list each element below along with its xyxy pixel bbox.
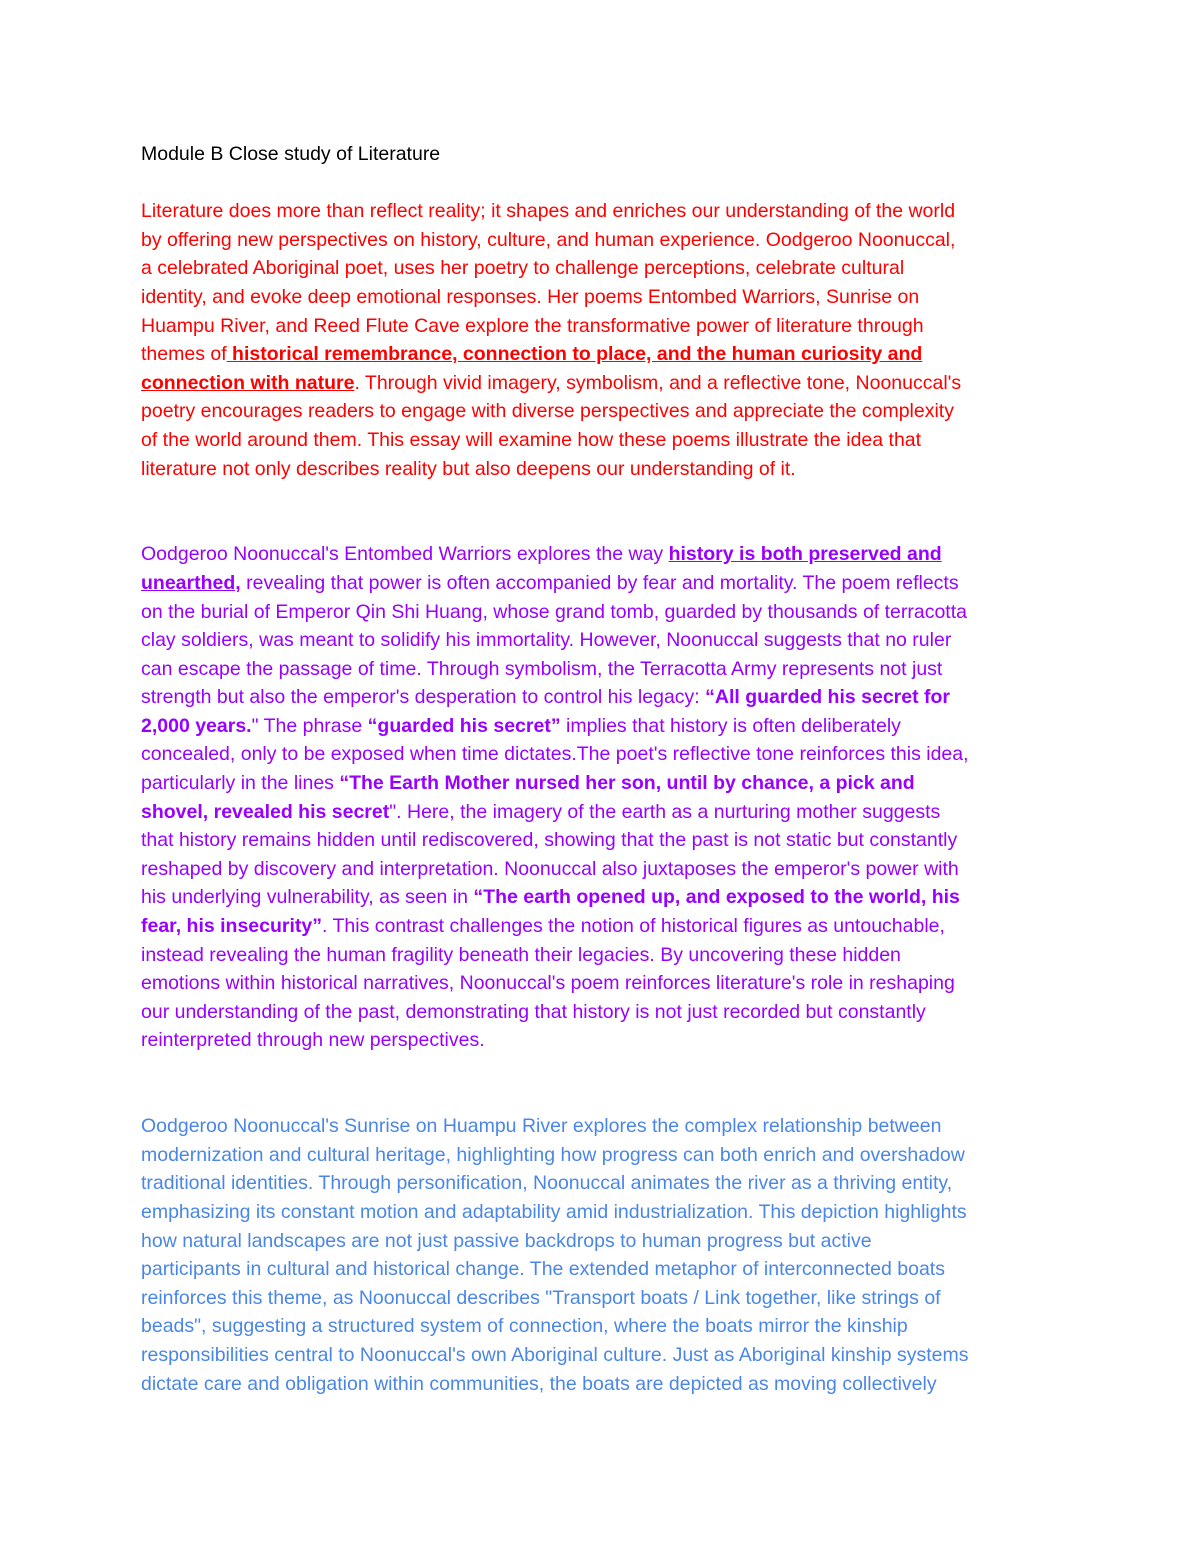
- text-line: traditional identities. Through personification, Noonuccal animates the river as a thriving entity,: [141, 1172, 953, 1195]
- intro-paragraph: [141, 197, 1066, 483]
- document-title: Module B Close study of Literature: [141, 143, 441, 165]
- quote-emphasis: 2,000 years.: [141, 714, 252, 737]
- text-line: reinterpreted through new perspectives.: [141, 1029, 485, 1052]
- text-line: reinforces this theme, as Noonuccal describes "Transport boats / Link together, like strings of: [141, 1286, 941, 1309]
- text-line: his underlying vulnerability, as seen in “The earth opened up, and exposed to the world, his: [141, 886, 960, 909]
- text-line: shovel, revealed his secret". Here, the imagery of the earth as a nurturing mother suggests: [141, 800, 941, 823]
- text-line: modernization and cultural heritage, highlighting how progress can both enrich and overshadow: [141, 1143, 965, 1166]
- text-line: themes of historical remembrance, connection to place, and the human curiosity and: [141, 343, 923, 366]
- text-line: identity, and evoke deep emotional responses. Her poems Entombed Warriors, Sunrise on: [141, 285, 920, 308]
- body-paragraph-entombed-warriors: [141, 540, 1066, 1055]
- text-line: instead revealing the human fragility beneath their legacies. By uncovering these hidden: [141, 943, 901, 966]
- text-line: 2,000 years." The phrase “guarded his secret” implies that history is often deliberately: [141, 714, 901, 737]
- text-line: literature not only describes reality but also deepens our understanding of it.: [141, 457, 796, 480]
- text-line: Literature does more than reflect reality; it shapes and enriches our understanding of the world: [141, 200, 956, 223]
- text-line: by offering new perspectives on history, culture, and human experience. Oodgeroo Noonuccal,: [141, 228, 956, 251]
- text-line: poetry encourages readers to engage with diverse perspectives and appreciate the complexity: [141, 400, 954, 423]
- text-line: particularly in the lines “The Earth Mother nursed her son, until by chance, a pick and: [141, 772, 915, 795]
- text-line: clay soldiers, was meant to solidify his immortality. However, Noonuccal suggests that no ruler: [141, 629, 952, 652]
- text-line: Oodgeroo Noonuccal's Entombed Warriors explores the way history is both preserved and: [141, 543, 942, 566]
- text-line: participants in cultural and historical change. The extended metaphor of interconnected boats: [141, 1258, 945, 1281]
- text-line: emphasizing its constant motion and adaptability amid industrialization. This depiction highlights: [141, 1200, 967, 1223]
- topic-emphasis: unearthed,: [141, 571, 241, 594]
- text-line: concealed, only to be exposed when time dictates.The poet's reflective tone reinforces this idea,: [141, 743, 969, 766]
- text-line: emotions within historical narratives, Noonuccal's poem reinforces literature's role in reshaping: [141, 972, 955, 995]
- quote-emphasis: “The Earth Mother nursed her son, until by chance, a pick and: [339, 772, 915, 795]
- text-line: of the world around them. This essay will examine how these poems illustrate the idea that: [141, 428, 922, 451]
- quote-emphasis: “The earth opened up, and exposed to the world, his: [473, 886, 960, 909]
- text-line: that history remains hidden until rediscovered, showing that the past is not static but constantly: [141, 829, 958, 852]
- text-line: reshaped by discovery and interpretation. Noonuccal also juxtaposes the emperor's power with: [141, 857, 959, 880]
- text-line: responsibilities central to Noonuccal's own Aboriginal culture. Just as Aboriginal kinship systems: [141, 1343, 969, 1366]
- text-line: fear, his insecurity”. This contrast challenges the notion of historical figures as untouchable,: [141, 915, 945, 938]
- text-line: beads", suggesting a structured system of connection, where the boats mirror the kinship: [141, 1315, 908, 1338]
- quote-emphasis: “guarded his secret”: [367, 714, 561, 737]
- text-line: Huampu River, and Reed Flute Cave explore the transformative power of literature through: [141, 314, 924, 337]
- thesis-emphasis: connection with nature: [141, 371, 355, 394]
- text-line: strength but also the emperor's desperation to control his legacy: “All guarded his secret for: [141, 686, 951, 709]
- quote-emphasis: fear, his insecurity”: [141, 915, 322, 938]
- text-line: dictate care and obligation within communities, the boats are depicted as moving collectively: [141, 1372, 937, 1395]
- quote-emphasis: “All guarded his secret for: [705, 686, 951, 709]
- text-line: can escape the passage of time. Through symbolism, the Terracotta Army represents not just: [141, 657, 943, 680]
- text-line: our understanding of the past, demonstrating that history is not just recorded but constantly: [141, 1000, 926, 1023]
- text-line: on the burial of Emperor Qin Shi Huang, whose grand tomb, guarded by thousands of terracotta: [141, 600, 967, 623]
- topic-emphasis: history is both preserved and: [668, 543, 942, 566]
- text-line: a celebrated Aboriginal poet, uses her poetry to challenge perceptions, celebrate cultural: [141, 257, 905, 280]
- quote-emphasis: shovel, revealed his secret: [141, 800, 390, 823]
- text-line: Oodgeroo Noonuccal's Sunrise on Huampu River explores the complex relationship between: [141, 1115, 942, 1138]
- document-page: [141, 140, 1066, 1398]
- thesis-emphasis: historical remembrance, connection to place, and the human curiosity and: [226, 343, 923, 366]
- body-paragraph-sunrise-huampu: [141, 1112, 1066, 1398]
- text-line: connection with nature. Through vivid imagery, symbolism, and a reflective tone, Noonuccal's: [141, 371, 962, 394]
- text-line: how natural landscapes are not just passive backdrops to human progress but active: [141, 1229, 872, 1252]
- text-line: unearthed, revealing that power is often accompanied by fear and mortality. The poem reflects: [141, 571, 959, 594]
